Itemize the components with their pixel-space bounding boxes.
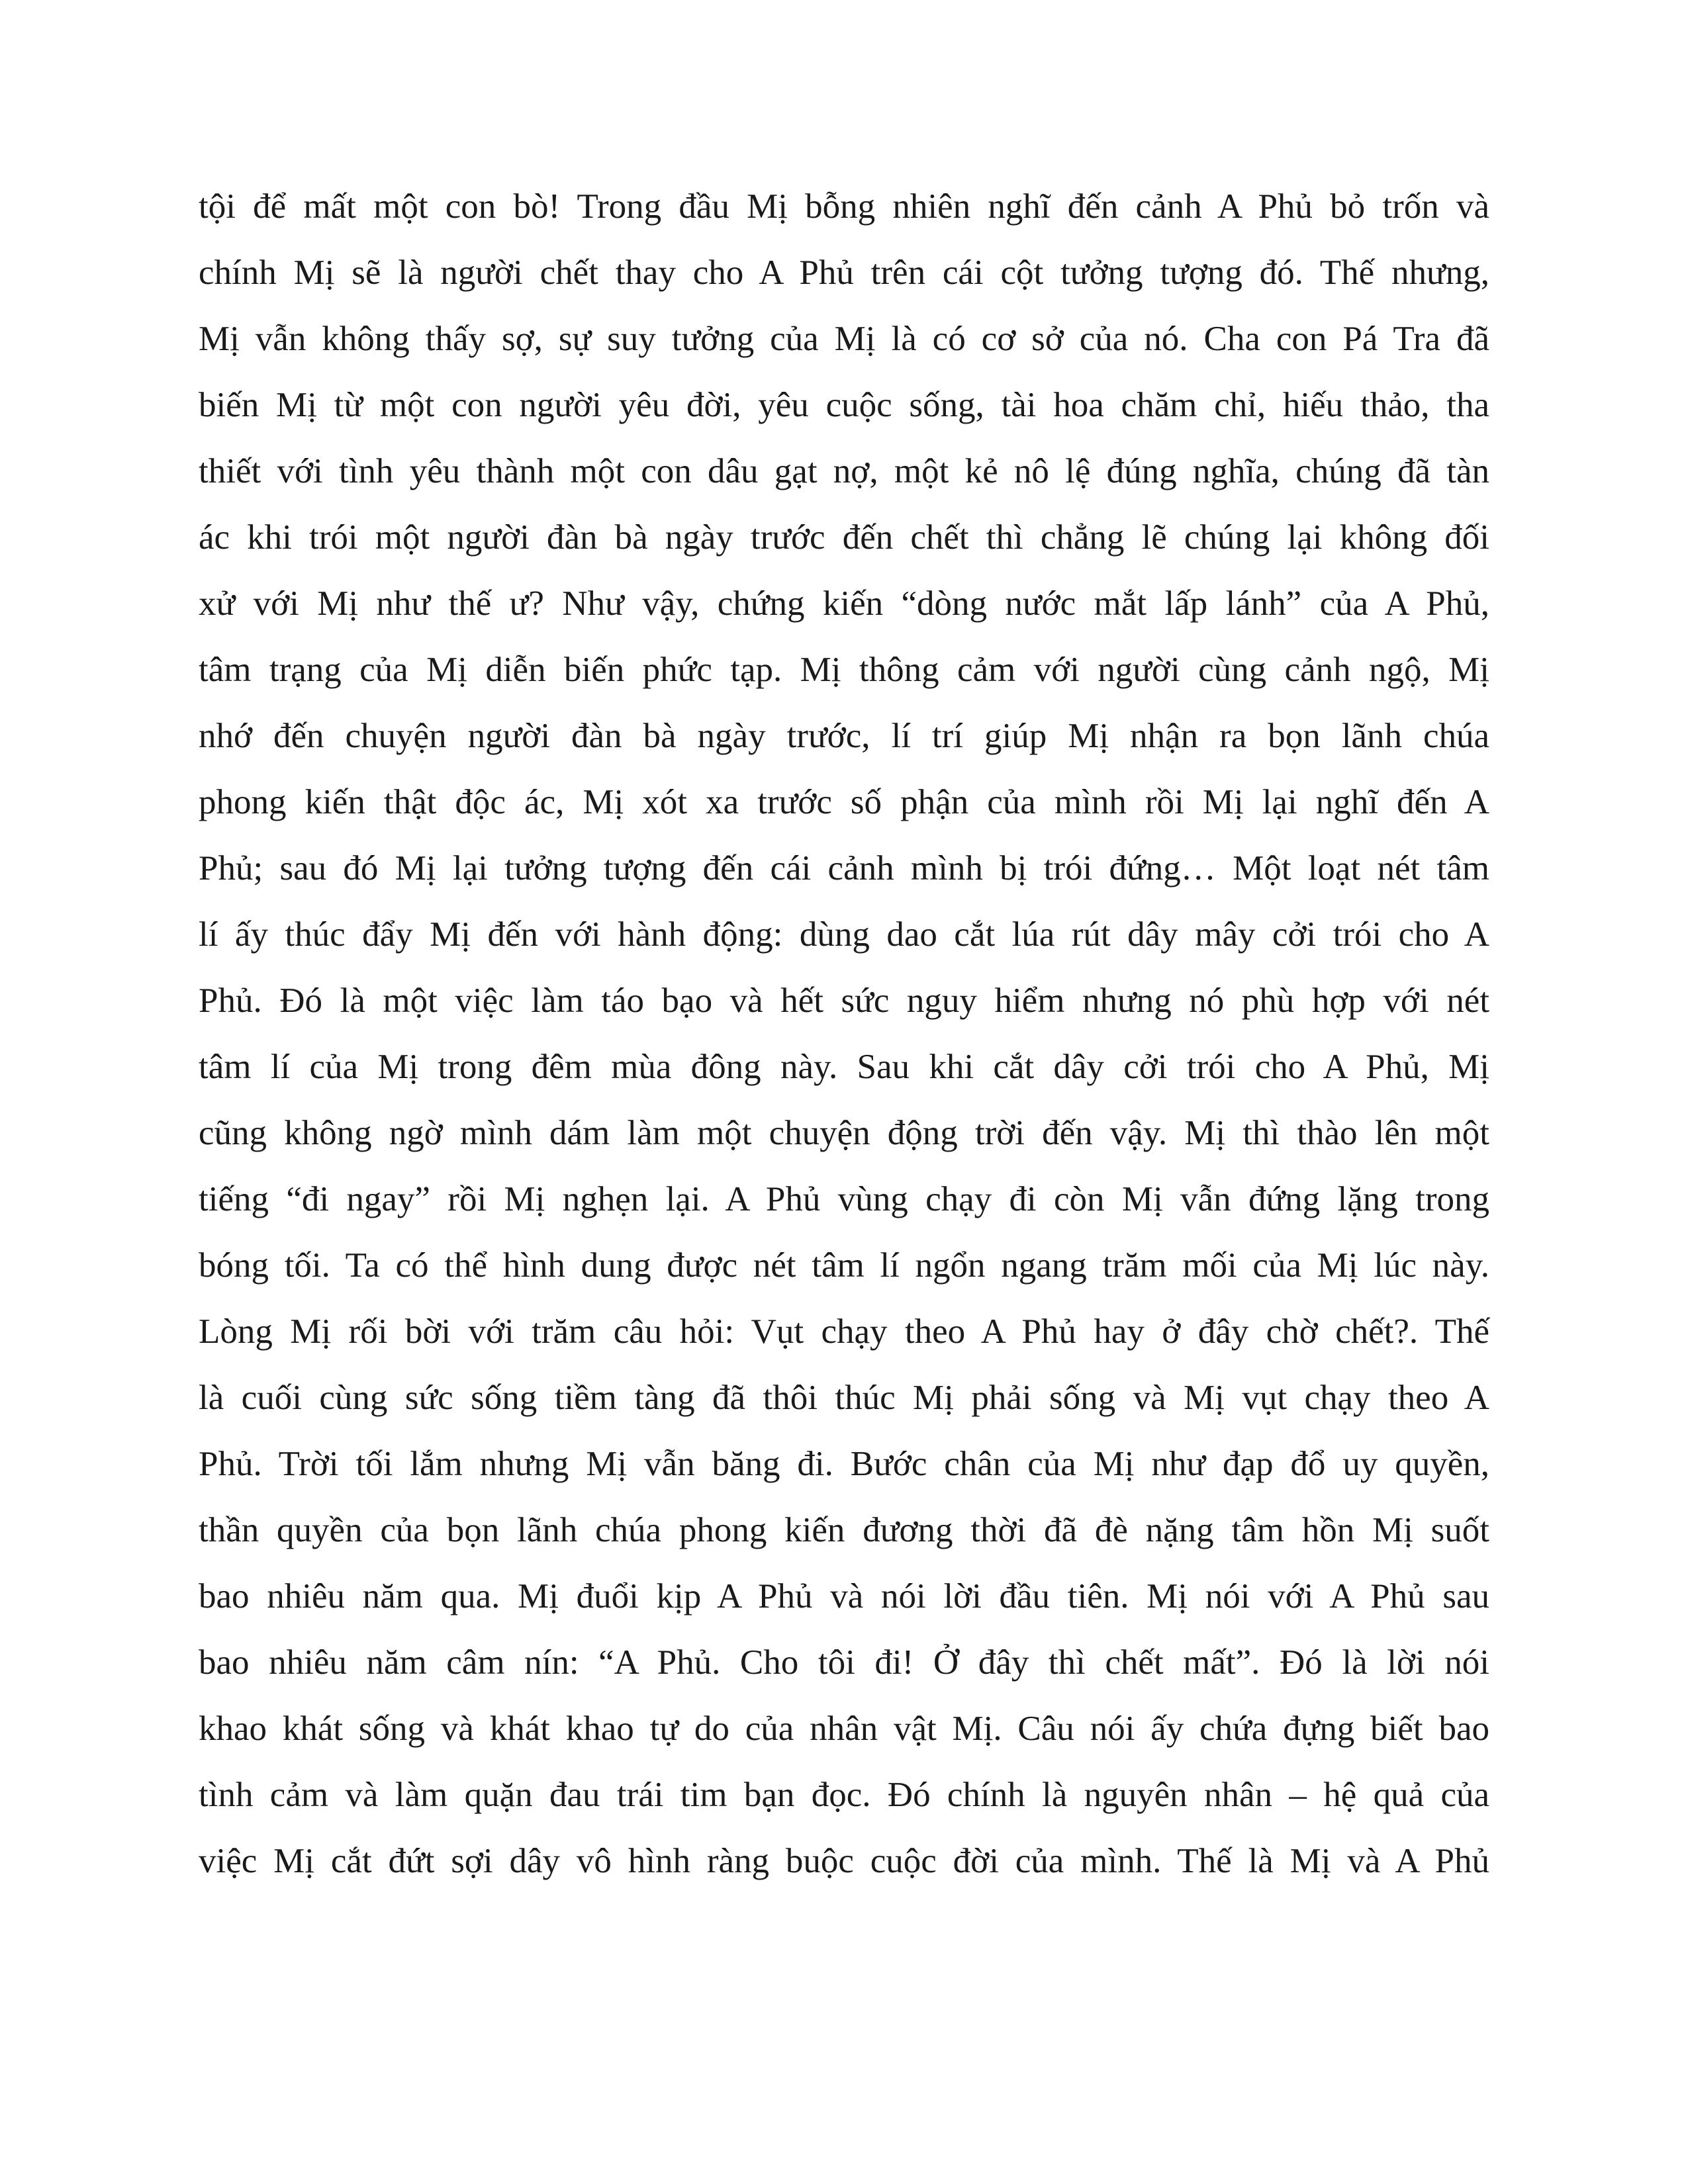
text-line: ác khi trói một người đàn bà ngày trước đến chết thì chẳng lẽ chúng lại không đối: [199, 518, 1489, 557]
text-line: bao nhiêu năm câm nín: “A Phủ. Cho tôi đi! Ở đây thì chết mất”. Đó là lời nói: [199, 1643, 1489, 1682]
text-line: thiết với tình yêu thành một con dâu gạt nợ, một kẻ nô lệ đúng nghĩa, chúng đã tàn: [199, 452, 1489, 490]
text-line: cũng không ngờ mình dám làm một chuyện động trời đến vậy. Mị thì thào lên một: [199, 1114, 1489, 1152]
text-line: tâm lí của Mị trong đêm mùa đông này. Sau khi cắt dây cởi trói cho A Phủ, Mị: [199, 1048, 1489, 1086]
body-paragraph: [199, 173, 1489, 1894]
text-line: Phủ; sau đó Mị lại tưởng tượng đến cái cảnh mình bị trói đứng… Một loạt nét tâm: [199, 849, 1489, 887]
text-line: bóng tối. Ta có thể hình dung được nét tâm lí ngổn ngang trăm mối của Mị lúc này.: [199, 1246, 1489, 1285]
text-line: tiếng “đi ngay” rồi Mị nghẹn lại. A Phủ vùng chạy đi còn Mị vẫn đứng lặng trong: [199, 1180, 1489, 1218]
text-line: Phủ. Đó là một việc làm táo bạo và hết sức nguy hiểm nhưng nó phù hợp với nét: [199, 981, 1489, 1020]
text-line: lí ấy thúc đẩy Mị đến với hành động: dùng dao cắt lúa rút dây mây cởi trói cho A: [199, 915, 1489, 954]
text-line: bao nhiêu năm qua. Mị đuổi kịp A Phủ và nói lời đầu tiên. Mị nói với A Phủ sau: [199, 1577, 1489, 1615]
text-line: khao khát sống và khát khao tự do của nhân vật Mị. Câu nói ấy chứa đựng biết bao: [199, 1709, 1489, 1748]
text-line: phong kiến thật độc ác, Mị xót xa trước số phận của mình rồi Mị lại nghĩ đến A: [199, 783, 1489, 821]
text-line: Phủ. Trời tối lắm nhưng Mị vẫn băng đi. Bước chân của Mị như đạp đổ uy quyền,: [199, 1445, 1489, 1483]
text-line: xử với Mị như thế ư? Như vậy, chứng kiến “dòng nước mắt lấp lánh” của A Phủ,: [199, 584, 1489, 623]
text-line: chính Mị sẽ là người chết thay cho A Phủ trên cái cột tưởng tượng đó. Thế nhưng,: [199, 253, 1489, 292]
text-line: là cuối cùng sức sống tiềm tàng đã thôi thúc Mị phải sống và Mị vụt chạy theo A: [199, 1379, 1489, 1417]
text-line: nhớ đến chuyện người đàn bà ngày trước, lí trí giúp Mị nhận ra bọn lãnh chúa: [199, 717, 1489, 755]
text-line: tâm trạng của Mị diễn biến phức tạp. Mị thông cảm với người cùng cảnh ngộ, Mị: [199, 651, 1489, 689]
text-line: Lòng Mị rối bời với trăm câu hỏi: Vụt chạy theo A Phủ hay ở đây chờ chết?. Thế: [199, 1312, 1489, 1351]
text-line: việc Mị cắt đứt sợi dây vô hình ràng buộc cuộc đời của mình. Thế là Mị và A Phủ: [199, 1842, 1489, 1880]
text-line: thần quyền của bọn lãnh chúa phong kiến đương thời đã đè nặng tâm hồn Mị suốt: [199, 1511, 1489, 1549]
text-line: Mị vẫn không thấy sợ, sự suy tưởng của Mị là có cơ sở của nó. Cha con Pá Tra đã: [199, 320, 1489, 358]
text-line: biến Mị từ một con người yêu đời, yêu cuộc sống, tài hoa chăm chỉ, hiếu thảo, tha: [199, 386, 1489, 424]
text-line: tình cảm và làm quặn đau trái tim bạn đọc. Đó chính là nguyên nhân – hệ quả của: [199, 1776, 1489, 1814]
text-line: tội để mất một con bò! Trong đầu Mị bỗng nhiên nghĩ đến cảnh A Phủ bỏ trốn và: [199, 187, 1489, 226]
